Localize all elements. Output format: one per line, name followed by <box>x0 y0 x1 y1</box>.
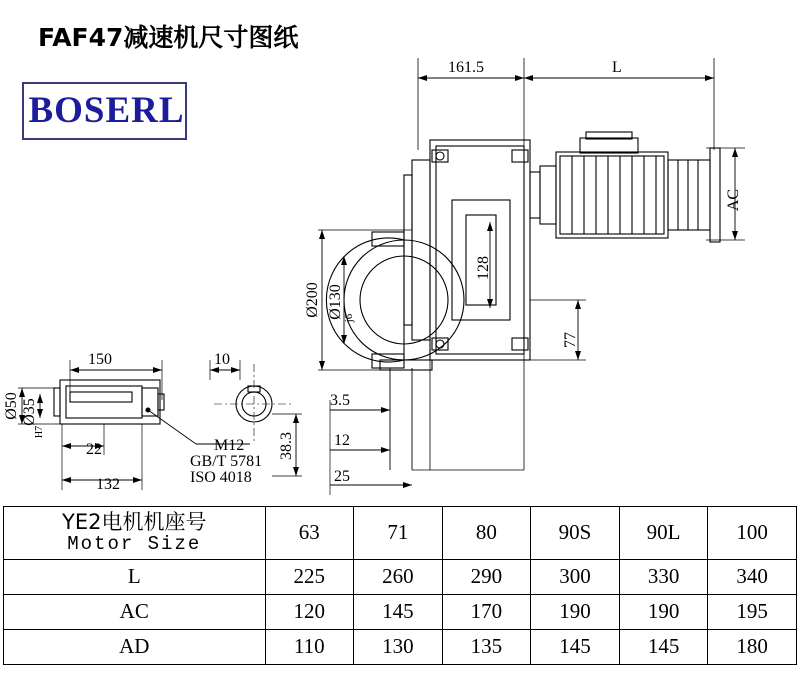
dim-3-5: 3.5 <box>330 392 350 409</box>
dim-d130-tolerance: j6 <box>343 313 355 323</box>
dim-128: 128 <box>475 256 492 280</box>
table-header-label-cn: YE2电机机座号 <box>62 510 207 534</box>
table-row <box>4 559 797 594</box>
cell-AD-90s: 145 <box>531 629 620 664</box>
dim-d35-tolerance: H7 <box>34 425 45 439</box>
dim-d200: Ø200 <box>304 282 321 318</box>
motor-size-table <box>3 506 797 665</box>
table-header-size-100: 100 <box>708 507 797 560</box>
cell-AD-80: 135 <box>442 629 531 664</box>
table-row <box>4 629 797 664</box>
dim-132: 132 <box>96 476 120 493</box>
cell-AC-100: 195 <box>708 594 797 629</box>
cell-L-90s: 300 <box>531 559 620 594</box>
table-row <box>4 594 797 629</box>
dim-22: 22 <box>86 441 102 458</box>
cell-L-71: 260 <box>354 559 443 594</box>
table-header-label <box>4 507 266 560</box>
dim-10: 10 <box>214 351 230 368</box>
dim-150: 150 <box>88 351 112 368</box>
dim-12: 12 <box>334 432 350 449</box>
cell-L-90l: 330 <box>619 559 708 594</box>
cell-L-100: 340 <box>708 559 797 594</box>
table-header-size-71: 71 <box>354 507 443 560</box>
cell-AC-80: 170 <box>442 594 531 629</box>
table-header-size-80: 80 <box>442 507 531 560</box>
cell-AD-63: 110 <box>265 629 354 664</box>
row-label-AD: AD <box>4 629 266 664</box>
table-row-header <box>4 507 797 560</box>
dim-AC: AC <box>725 188 742 212</box>
table-header-size-63: 63 <box>265 507 354 560</box>
page-title: FAF47减速机尺寸图纸 <box>38 23 299 52</box>
cell-AD-100: 180 <box>708 629 797 664</box>
row-label-AC: AC <box>4 594 266 629</box>
cell-AC-71: 145 <box>354 594 443 629</box>
dim-d50: Ø50 <box>3 392 20 420</box>
brand-logo-text: BOSERL <box>28 90 185 131</box>
cell-L-63: 225 <box>265 559 354 594</box>
row-label-L: L <box>4 559 266 594</box>
dim-d130: Ø130 <box>327 284 344 320</box>
callout-line-2: GB/T 5781 <box>190 453 263 470</box>
cell-AC-90s: 190 <box>531 594 620 629</box>
dim-38-3: 38.3 <box>278 432 295 460</box>
table-header-label-en: Motor Size <box>67 533 202 556</box>
cell-AC-63: 120 <box>265 594 354 629</box>
dim-77: 77 <box>562 332 579 348</box>
callout-line-3: ISO 4018 <box>190 469 252 486</box>
table-header-size-90s: 90S <box>531 507 620 560</box>
dim-161-5: 161.5 <box>448 59 484 76</box>
callout-line-1: M12 <box>214 437 245 454</box>
cell-L-80: 290 <box>442 559 531 594</box>
cell-AC-90l: 190 <box>619 594 708 629</box>
dim-L: L <box>612 59 622 76</box>
dim-d35: Ø35 <box>21 398 38 426</box>
cell-AD-90l: 145 <box>619 629 708 664</box>
table-header-size-90l: 90L <box>619 507 708 560</box>
cell-AD-71: 130 <box>354 629 443 664</box>
dim-25: 25 <box>334 468 350 485</box>
